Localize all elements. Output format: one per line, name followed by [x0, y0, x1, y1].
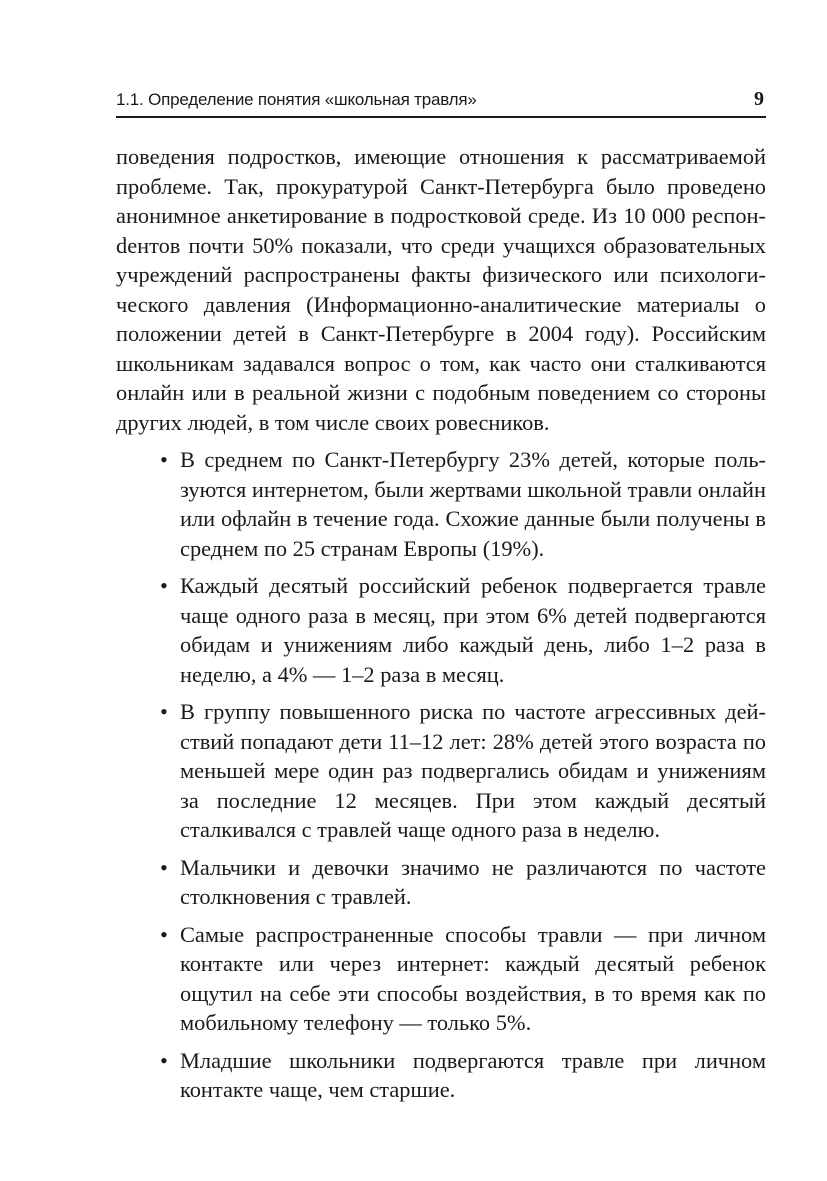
bullet-item: [116, 1046, 766, 1105]
bullet-text: Самые распространенные способы травли — при личном контакте или через интернет: каждый десятый ребенок ощутил на себе эти способы воздействия, в то время как по мобильному телефону — только 5%.: [180, 921, 766, 1035]
bullet-item: [116, 571, 766, 689]
bullet-icon: •: [160, 699, 168, 724]
bullet-item: [116, 697, 766, 845]
running-header-title: 1.1. Определение понятия «школьная травля»: [116, 90, 477, 109]
bullet-item: [116, 920, 766, 1038]
bullet-icon: •: [160, 1047, 168, 1073]
bullet-text: Мальчики и девочки значимо не различаются по частоте столкновения с травлей.: [180, 854, 766, 909]
bullet-item: [116, 853, 766, 912]
bullet-text: Младшие школьники подвергаются травле при личном контакте чаще, чем старшие.: [180, 1047, 766, 1102]
bullet-icon: •: [160, 447, 168, 472]
bullet-icon: •: [160, 921, 168, 947]
page-number: 9: [754, 88, 764, 110]
running-header: [116, 86, 766, 118]
bullet-list: [116, 445, 766, 1105]
bullet-item: [116, 445, 766, 563]
page-body: [116, 142, 766, 1105]
body-paragraph: поведения подростков, имеющие отношения к рассматриваемой проблеме. Так, прокуратурой Санкт-Петербурга было проведено анонимное анкетирование в подростковой среде. Из 10 000 респонdентов почти 50% показали, что среди учащихся образовательных учреждений распространены факты физического или психологического давления (Информационно-аналитические материалы о положении детей в Санкт-Петербурге в 2004 году). Российским школьникам задавался вопрос о том, как часто они сталкиваются онлайн или в реальной жизни с подобным поведением со стороны других людей, в том числе своих ровесников.: [116, 144, 766, 435]
bullet-icon: •: [160, 854, 168, 880]
bullet-text: В группу повышенного риска по частоте агрессивных действий попадают дети 11–12 лет: 28% детей этого возраста по меньшей мере один раз подвергались обидам и унижениям за последние 12 месяцев. При этом каждый десятый сталкивался с травлей чаще одного раза в неделю.: [180, 699, 766, 842]
bullet-icon: •: [160, 573, 168, 598]
bullet-text: В среднем по Санкт-Петербургу 23% детей, которые пользуются интернетом, были жертвами школьной травли онлайн или офлайн в течение года. Схожие данные были получены в среднем по 25 странам Европы (19%).: [180, 447, 766, 561]
bullet-text: Каждый десятый российский ребенок подвергается травле чаще одного раза в месяц, при этом 6% детей подвергаются обидам и унижениям либо каждый день, либо 1–2 раза в неделю, а 4% — 1–2 раза в месяц.: [180, 573, 766, 687]
